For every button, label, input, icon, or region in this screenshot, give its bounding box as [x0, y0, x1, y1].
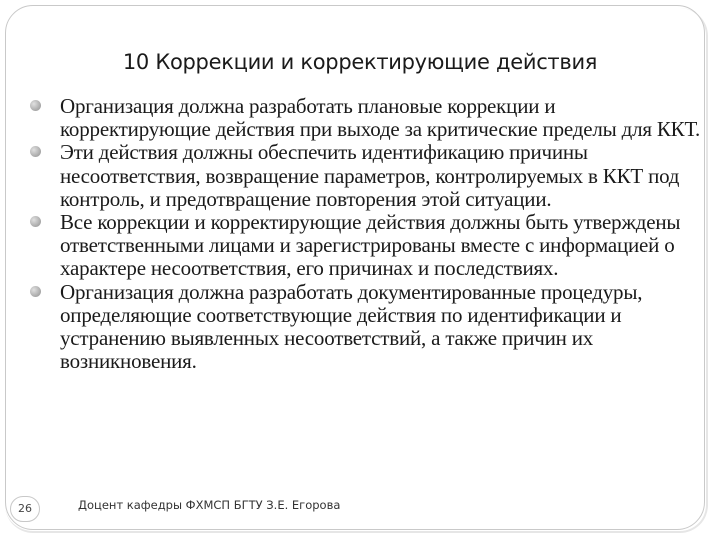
bullet-text: Организация должна разработать документированные процедуры, определяющие соответствующие действия по идентификации и устранению выявленных несоответствий, а также причин их возникновения. — [60, 279, 643, 374]
bullet-icon — [30, 216, 41, 227]
page-number: 26 — [10, 496, 40, 522]
slide-title: 10 Коррекции и корректирующие действия — [122, 50, 598, 74]
bullet-icon — [30, 100, 41, 111]
bullet-text: Все коррекции и корректирующие действия должны быть утверждены ответственными лицами и зарегистрированы вместе с информацией о характере несоответствия, его причинах и последствиях. — [60, 210, 681, 281]
bullet-list — [30, 95, 705, 373]
bullet-text: Эти действия должны обеспечить идентификацию причины несоответствия, возвращение параметров, контролируемых в ККТ под контроль, и предотвращение повторения этой ситуации. — [60, 140, 680, 211]
bullet-item — [30, 95, 705, 141]
bullet-item — [30, 141, 705, 211]
bullet-item — [30, 281, 705, 374]
bullet-text: Организация должна разработать плановые коррекции и корректирующие действия при выходе за критические пределы для ККТ. — [60, 94, 701, 142]
bullet-icon — [30, 146, 41, 157]
bullet-item — [30, 211, 705, 281]
bullet-icon — [30, 286, 41, 297]
footer-author: Доцент кафедры ФХМСП БГТУ З.Е. Егорова — [78, 498, 341, 512]
